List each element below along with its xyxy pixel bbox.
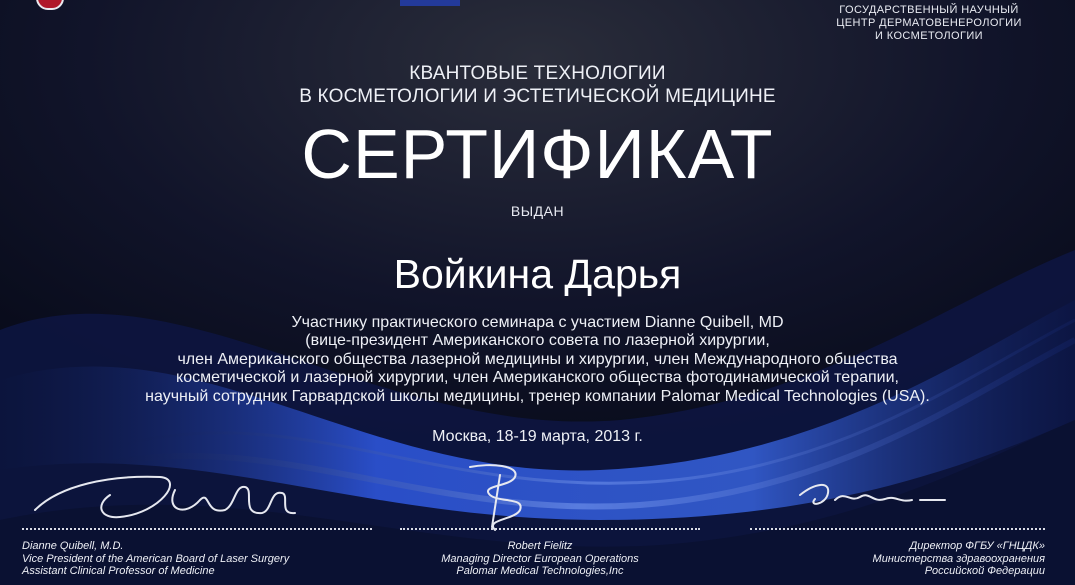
recipient-name: Войкина Дарья <box>393 251 682 297</box>
description-line-4: косметической и лазерной хирургии, член Американского общества фотодинамической терапии, <box>176 369 899 387</box>
flag-emblem <box>400 0 460 6</box>
organization-line-3: И КОСМЕТОЛОГИИ <box>875 30 983 42</box>
signatory-middle-name: Robert Fielitz <box>507 540 573 552</box>
signature-right <box>800 485 945 504</box>
description-line-3: член Американского общества лазерной медицины и хирургии, член Международного общества <box>177 350 898 368</box>
signature-left <box>35 477 295 517</box>
signatory-right-ministry: Министерства здравоохранения <box>872 552 1045 565</box>
place-and-date: Москва, 18-19 марта, 2013 г. <box>432 428 643 445</box>
organization-line-2: ЦЕНТР ДЕРМАТОВЕНЕРОЛОГИИ <box>836 17 1022 29</box>
description-line-5: научный сотрудник Гарвардской школы медицины, тренер компании Palomar Medical Technologies (USA). <box>145 387 930 405</box>
signature-middle <box>470 465 521 530</box>
signatory-middle-title: Managing Director European Operations <box>441 552 639 565</box>
signatory-right <box>873 540 1045 578</box>
signatory-left <box>22 540 289 578</box>
signatory-left-name: Dianne Quibell, M.D. <box>22 540 124 552</box>
signature-line-middle <box>400 528 700 530</box>
certificate-title: СЕРТИФИКАТ <box>301 115 774 193</box>
heading-line-1: КВАНТОВЫЕ ТЕХНОЛОГИИ <box>409 63 666 84</box>
signatory-left-position: Assistant Clinical Professor of Medicine <box>22 565 215 577</box>
signatory-middle-company: Palomar Medical Technologies,Inc <box>456 565 624 577</box>
certificate-description <box>0 314 1075 406</box>
signature-line-right <box>750 528 1045 530</box>
signatory-right-title: Директор ФГБУ «ГНЦДК» <box>909 540 1045 552</box>
organization-line-1: ГОСУДАРСТВЕННЫЙ НАУЧНЫЙ <box>839 4 1019 16</box>
heading-line-2: В КОСМЕТОЛОГИИ И ЭСТЕТИЧЕСКОЙ МЕДИЦИНЕ <box>299 86 776 107</box>
seminar-heading <box>0 62 1075 108</box>
organization-name <box>819 4 1039 43</box>
handwritten-signatures <box>0 455 1075 535</box>
signatory-middle <box>420 540 660 578</box>
signatory-right-country: Российской Федерации <box>924 565 1045 577</box>
description-line-1: Участнику практического семинара с участием Dianne Quibell, MD <box>291 314 784 331</box>
issued-label: ВЫДАН <box>510 203 565 219</box>
signatory-left-title: Vice President of the American Board of Laser Surgery <box>22 552 290 565</box>
signature-line-left <box>22 528 372 530</box>
description-line-2: (вице-президент Американского совета по лазерной хирургии, <box>305 332 770 350</box>
